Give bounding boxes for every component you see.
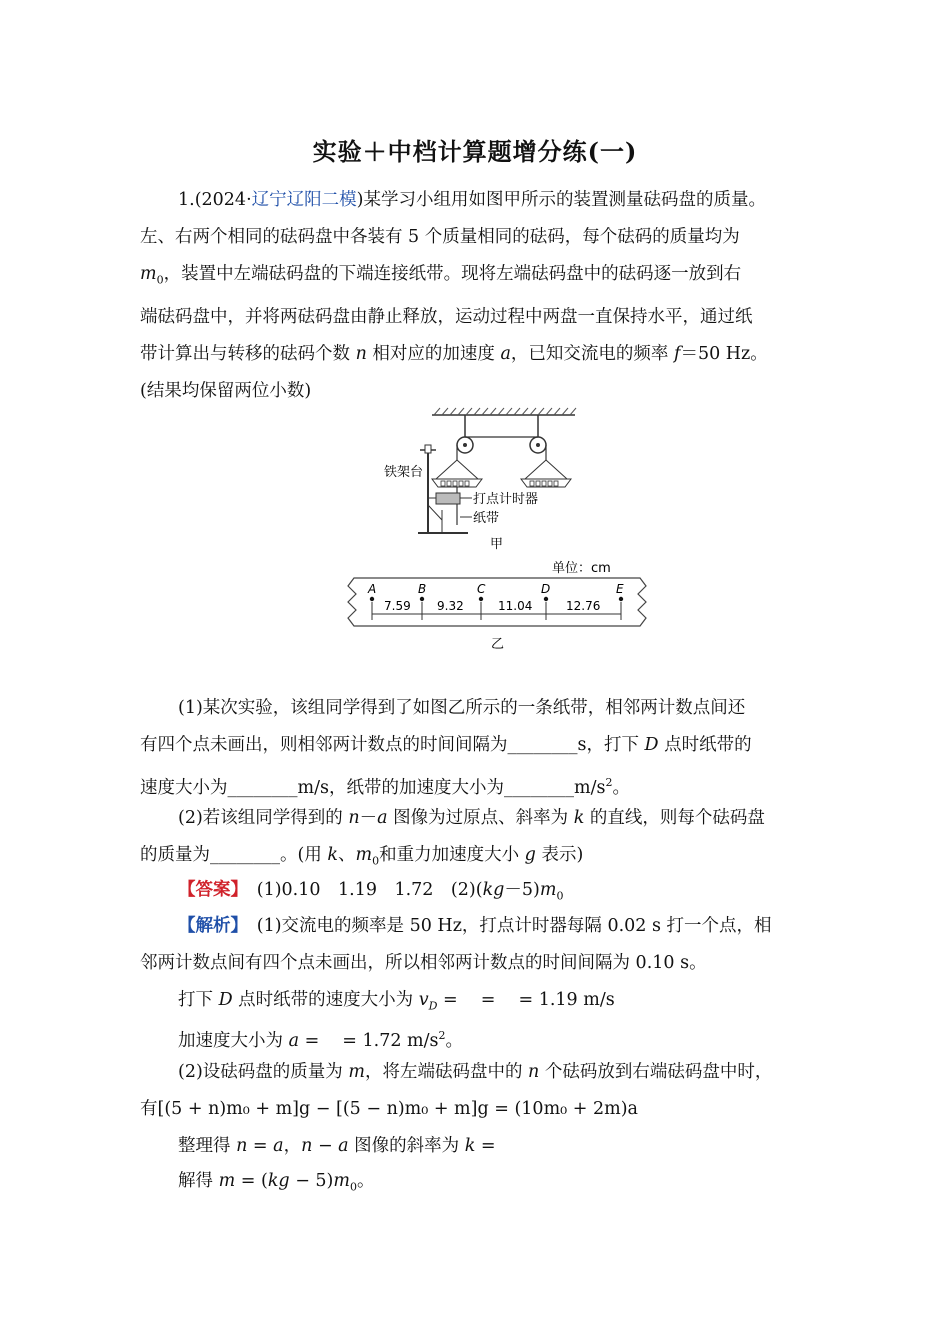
- part-1-line-1: (1)某次实验，该组同学得到了如图乙所示的一条纸带，相邻两计数点间还: [178, 698, 746, 718]
- pulley-right-axle: [536, 443, 540, 447]
- text-fragment: 带计算出与转移的砝码个数: [140, 343, 356, 364]
- sup-2: 2: [605, 776, 613, 789]
- distance-DE: 12.76: [566, 599, 601, 613]
- var-m: m: [348, 1062, 365, 1082]
- unit-label: 单位：cm: [552, 561, 611, 576]
- text-fragment: 加速度大小为: [178, 1030, 289, 1051]
- analysis-line-2: 邻两计数点间有四个点未画出，所以相邻两计数点的时间间隔为 0.10 s。: [140, 953, 707, 973]
- answer-line: [178, 875, 563, 912]
- question-1-line-4: 端砝码盘中，并将两砝码盘由静止释放，运动过程中两盘一直保持水平，通过纸: [140, 306, 753, 327]
- var-k: k: [573, 808, 585, 828]
- text-fragment: = = = 1.19 m/s: [437, 990, 615, 1010]
- var-a: a: [338, 1136, 349, 1156]
- var-kg: kg: [482, 880, 505, 900]
- var-n: n: [301, 1136, 313, 1156]
- question-1-line-2: 左、右两个相同的砝码盘中各装有 5 个质量相同的砝码，每个砝码的质量均为: [140, 227, 740, 247]
- weights-right: [530, 481, 558, 486]
- text-fragment: = = 1.72 m/s: [299, 1030, 439, 1051]
- pulley-left-axle: [463, 443, 467, 447]
- var-a: a: [288, 1030, 299, 1051]
- question-1-stem: [140, 182, 812, 410]
- point-C: [479, 597, 483, 601]
- question-1-text-3: ，装置中左端砝码盘的下端连接纸带。现将左端砝码盘中的砝码逐一放到右: [163, 264, 742, 284]
- text-fragment: 速度大小为________m/s，纸带的加速度大小为________m/s: [140, 777, 606, 798]
- stand-brace: [428, 505, 442, 520]
- label-tape: 纸带: [473, 511, 500, 526]
- sub-0: 0: [156, 273, 164, 287]
- pan-left-string-a: [436, 460, 457, 479]
- text-fragment: 整理得: [178, 1136, 237, 1156]
- text-fragment: 图像为过原点、斜率为: [387, 808, 574, 828]
- sup-2: 2: [438, 1029, 446, 1042]
- question-1-line-3: [140, 256, 812, 299]
- part-2: [140, 800, 812, 880]
- label-D: D: [541, 582, 551, 596]
- question-1-line-5: [140, 336, 812, 373]
- text-fragment: 。: [612, 777, 630, 798]
- point-E: [619, 597, 623, 601]
- text-fragment: = (: [235, 1171, 268, 1191]
- part-2-line-2: [140, 837, 812, 880]
- var-k: k: [327, 845, 338, 865]
- part-2-line-1: [140, 800, 812, 837]
- figure-yi: [340, 556, 660, 656]
- distance-BC: 9.32: [437, 599, 464, 613]
- analysis-tag: 【解析】: [178, 916, 240, 936]
- point-D: [544, 597, 548, 601]
- text-fragment: 图像的斜率为: [348, 1136, 465, 1156]
- distance-AB: 7.59: [384, 599, 411, 613]
- text-fragment: (2)设砝码盘的质量为: [178, 1062, 349, 1082]
- label-timer: 打点计时器: [473, 492, 539, 507]
- analysis-line-3: [178, 985, 615, 1022]
- pan-right-string-b: [546, 460, 567, 479]
- var-m: m: [333, 1171, 350, 1191]
- text-fragment: (1)0.10 1.19 1.72 (2)(: [256, 880, 483, 900]
- var-v: v: [418, 990, 429, 1010]
- ceiling-hatch: [434, 408, 576, 415]
- text-fragment: －: [359, 808, 378, 828]
- analysis-line-4: [178, 1021, 463, 1056]
- label-stand: 铁架台: [384, 465, 424, 480]
- analysis-line-7: [178, 1131, 496, 1161]
- var-n: n: [348, 808, 360, 828]
- text-fragment: ，: [283, 1136, 302, 1156]
- point-B: [420, 597, 424, 601]
- var-D: D: [644, 735, 659, 755]
- text-fragment: 解得: [178, 1171, 219, 1191]
- text-fragment: 和重力加速度大小: [379, 845, 525, 865]
- text-fragment: 。: [356, 1171, 375, 1191]
- question-number: 1.: [178, 190, 195, 210]
- text-fragment: ，将左端砝码盘中的: [364, 1062, 529, 1082]
- analysis-line-6: 有[(5 + n)m₀ + m]g − [(5 − n)m₀ + m]g = (10m₀ + 2m)a: [140, 1099, 638, 1119]
- pan-right-string-a: [525, 460, 546, 479]
- source-open: (2024·: [194, 190, 252, 210]
- text-fragment: 。: [445, 1030, 464, 1051]
- var-k: k: [464, 1136, 476, 1156]
- text-fragment: 点时纸带的: [658, 735, 752, 755]
- var-D: D: [218, 990, 233, 1010]
- var-m: m: [140, 264, 157, 284]
- label-B: B: [418, 582, 427, 596]
- text-fragment: 有四个点未画出，则相邻两计数点的时间间隔为________s，打下: [140, 735, 645, 755]
- var-m: m: [539, 880, 557, 900]
- text-fragment: 相对应的加速度: [366, 343, 501, 364]
- caption-yi: 乙: [491, 637, 505, 652]
- point-A: [370, 597, 374, 601]
- pan-left-string-b: [457, 460, 478, 479]
- answer-tag: 【答案】: [178, 880, 240, 900]
- sub-0: 0: [349, 1180, 357, 1194]
- label-A: A: [368, 582, 377, 596]
- text-fragment: 的直线，则每个砝码盘: [584, 808, 765, 828]
- page-title: 实验＋中档计算题增分练(一): [312, 137, 638, 166]
- text-fragment: 打下: [178, 990, 219, 1010]
- text-fragment: ＝50 Hz。: [680, 343, 768, 364]
- sub-D: D: [428, 999, 438, 1013]
- text-fragment: 表示): [535, 845, 584, 865]
- text-fragment: −: [312, 1136, 339, 1156]
- stand-knob: [425, 445, 431, 453]
- source-close: ): [356, 190, 364, 210]
- part-1-line-2: [140, 727, 812, 764]
- var-a: a: [377, 808, 388, 828]
- question-1-line-1: [140, 182, 812, 219]
- distance-CD: 11.04: [498, 599, 533, 613]
- caption-jia: 甲: [490, 537, 504, 552]
- var-m: m: [355, 845, 373, 865]
- text-fragment: ，已知交流电的频率: [510, 343, 674, 364]
- text-fragment: 的质量为________。(用: [140, 845, 328, 865]
- question-1-line-6: (结果均保留两位小数): [140, 380, 312, 401]
- text-fragment: =: [247, 1136, 274, 1156]
- text-fragment: －5): [504, 880, 540, 900]
- var-f: f: [673, 343, 681, 364]
- var-kg: kg: [267, 1171, 290, 1191]
- text-fragment: (1)交流电的频率是 50 Hz，打点计时器每隔 0.02 s 打一个点，相: [256, 916, 772, 936]
- weights-left: [441, 481, 469, 486]
- sub-0: 0: [372, 854, 380, 868]
- text-fragment: =: [475, 1136, 496, 1156]
- question-1-text-1: 某学习小组用如图甲所示的装置测量砝码盘的质量。: [363, 190, 766, 210]
- text-fragment: (2)若该组同学得到的: [178, 808, 349, 828]
- analysis-line-8: [178, 1166, 374, 1203]
- label-C: C: [477, 582, 486, 596]
- figure-jia: [370, 405, 590, 555]
- label-E: E: [616, 582, 624, 596]
- analysis-line-1: [178, 911, 772, 941]
- question-source: 辽宁辽阳二模: [251, 190, 357, 210]
- var-n: n: [236, 1136, 248, 1156]
- text-fragment: 个砝码放到右端砝码盘中时，: [539, 1062, 773, 1082]
- var-g: g: [524, 845, 536, 865]
- part-1: [140, 690, 812, 807]
- text-fragment: 、: [338, 845, 356, 865]
- var-m: m: [218, 1171, 236, 1191]
- var-n: n: [355, 343, 367, 364]
- sub-0: 0: [556, 889, 564, 903]
- text-fragment: − 5): [289, 1171, 334, 1191]
- text-fragment: 点时纸带的速度大小为: [232, 990, 419, 1010]
- var-a: a: [273, 1136, 284, 1156]
- analysis-line-5: [178, 1057, 772, 1087]
- timer-body: [436, 493, 460, 504]
- var-a: a: [500, 343, 511, 364]
- var-n: n: [528, 1062, 540, 1082]
